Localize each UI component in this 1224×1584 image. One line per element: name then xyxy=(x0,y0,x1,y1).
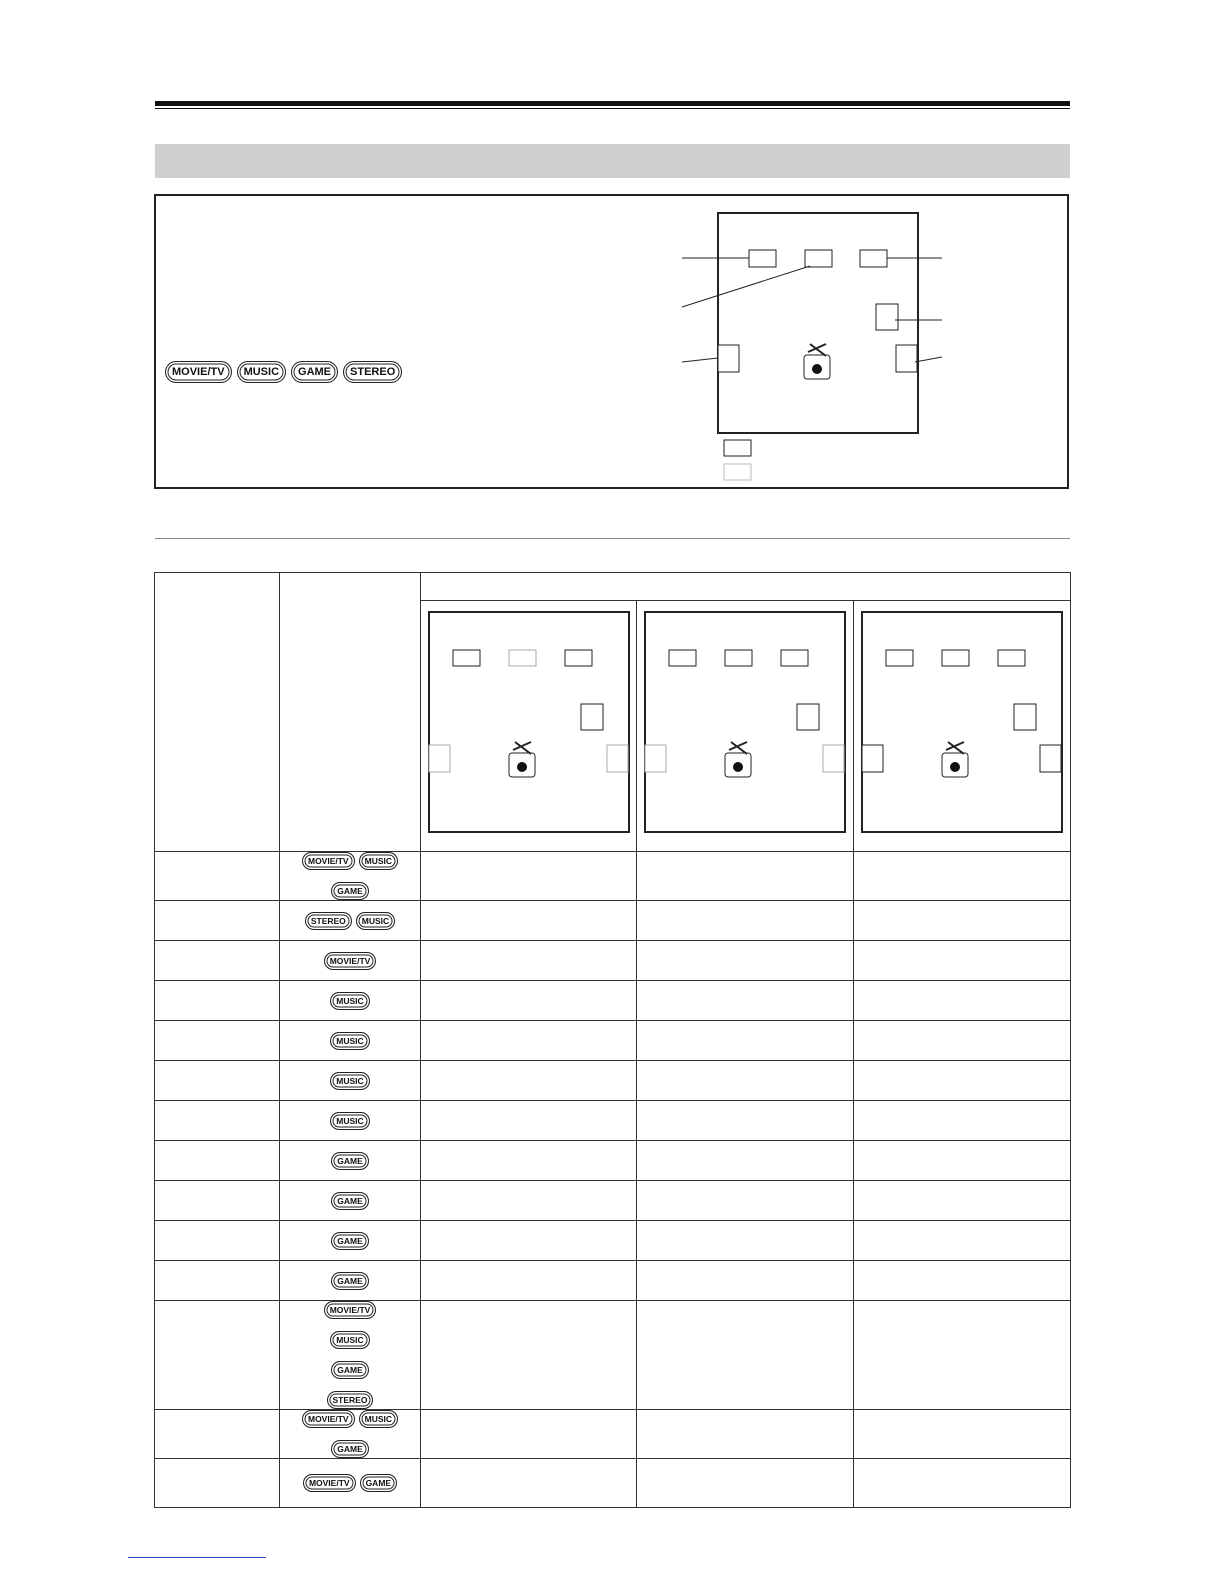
speaker-config-diagram-2 xyxy=(637,601,854,846)
mode-button-cell xyxy=(280,901,421,941)
table-row xyxy=(155,1301,1071,1410)
speaker-config-diagram-1 xyxy=(421,601,637,846)
speaker-config-cell xyxy=(854,1141,1071,1181)
speaker-config-cell xyxy=(421,1021,637,1061)
speaker-config-cell xyxy=(421,1101,637,1141)
table-row xyxy=(155,1181,1071,1221)
mode-name-cell xyxy=(155,1261,280,1301)
speaker-config-cell xyxy=(854,1221,1071,1261)
speaker-config-cell xyxy=(421,1061,637,1101)
speaker-config-cell xyxy=(637,1141,854,1181)
speaker-config-cell-2 xyxy=(637,601,854,852)
speaker-config-cell xyxy=(421,1459,637,1508)
table-row xyxy=(155,1261,1071,1301)
speaker-config-cell xyxy=(854,941,1071,981)
music-button[interactable]: MUSIC xyxy=(359,852,398,870)
table-row xyxy=(155,1061,1071,1101)
speaker-config-cell xyxy=(637,901,854,941)
music-button[interactable]: MUSIC xyxy=(359,1410,398,1428)
table-row xyxy=(155,852,1071,901)
speaker-config-cell xyxy=(854,1410,1071,1459)
movie-tv-button[interactable]: MOVIE/TV xyxy=(303,1474,356,1492)
speaker-config-cell xyxy=(421,901,637,941)
speaker-config-cell xyxy=(637,1181,854,1221)
music-button[interactable]: MUSIC xyxy=(330,1331,369,1349)
game-button[interactable]: GAME xyxy=(360,1474,398,1492)
legend-active-swatch xyxy=(724,440,751,456)
speaker-config-cell xyxy=(421,1221,637,1261)
speaker-config-cell xyxy=(421,941,637,981)
mode-name-cell xyxy=(155,1141,280,1181)
speaker-config-cell xyxy=(421,1261,637,1301)
mode-name-cell xyxy=(155,852,280,901)
mode-button-cell xyxy=(280,1459,421,1508)
speaker-config-cell xyxy=(421,852,637,901)
footer-link-line xyxy=(128,1557,266,1558)
table-row xyxy=(155,901,1071,941)
mode-button-cell xyxy=(280,1410,421,1459)
callout-surround-right xyxy=(915,357,942,362)
speaker-config-cell xyxy=(637,1410,854,1459)
speaker-config-cell xyxy=(637,1021,854,1061)
game-button[interactable]: GAME xyxy=(331,1232,369,1250)
game-button[interactable]: GAME xyxy=(331,1192,369,1210)
mode-rows xyxy=(155,852,1071,1508)
table-row xyxy=(155,1141,1071,1181)
mode-name-cell xyxy=(155,981,280,1021)
mode-name-cell xyxy=(155,1021,280,1061)
speaker-config-cell xyxy=(854,1061,1071,1101)
movie-tv-button[interactable]: MOVIE/TV xyxy=(324,952,377,970)
speaker-config-cell xyxy=(421,1301,637,1410)
music-button[interactable]: MUSIC xyxy=(237,361,286,383)
mode-button-cell xyxy=(280,1181,421,1221)
stereo-button[interactable]: STEREO xyxy=(305,912,352,930)
movie-tv-button[interactable]: MOVIE/TV xyxy=(302,1410,355,1428)
speaker-config-cell-1 xyxy=(421,601,637,852)
mode-button-cell xyxy=(280,1021,421,1061)
speaker-config-cell xyxy=(637,852,854,901)
table-row xyxy=(155,1021,1071,1061)
mode-name-cell xyxy=(155,1101,280,1141)
header-button xyxy=(280,573,421,852)
game-button[interactable]: GAME xyxy=(331,882,369,900)
speaker-config-cell xyxy=(421,981,637,1021)
movie-tv-button[interactable]: MOVIE/TV xyxy=(165,361,232,383)
music-button[interactable]: MUSIC xyxy=(330,1112,369,1130)
table-row xyxy=(155,981,1071,1021)
speaker-config-cell xyxy=(854,1459,1071,1508)
game-button[interactable]: GAME xyxy=(331,1272,369,1290)
table-row xyxy=(155,941,1071,981)
speaker-config-cell xyxy=(854,1181,1071,1221)
game-button[interactable]: GAME xyxy=(331,1152,369,1170)
callout-surround-left xyxy=(682,358,718,362)
subwoofer xyxy=(876,304,898,330)
music-button[interactable]: MUSIC xyxy=(330,992,369,1010)
speaker-config-diagram-3 xyxy=(854,601,1071,846)
table-row xyxy=(155,1101,1071,1141)
game-button[interactable]: GAME xyxy=(291,361,338,383)
movie-tv-button[interactable]: MOVIE/TV xyxy=(302,852,355,870)
speaker-config-cell xyxy=(637,1459,854,1508)
speaker-config-cell xyxy=(854,1101,1071,1141)
speaker-layout-diagram xyxy=(0,0,1224,500)
speaker-config-cell xyxy=(637,981,854,1021)
speaker-config-cell xyxy=(421,1410,637,1459)
mode-name-cell xyxy=(155,1061,280,1101)
center-speaker xyxy=(805,250,832,267)
legend-inactive-swatch xyxy=(724,464,751,480)
speaker-config-cell xyxy=(637,1301,854,1410)
mode-button-cell xyxy=(280,981,421,1021)
mode-button-cell xyxy=(280,1261,421,1301)
listener-icon xyxy=(804,344,830,379)
mode-button-cell xyxy=(280,1221,421,1261)
callout-center xyxy=(682,266,810,307)
speaker-config-cell xyxy=(854,1301,1071,1410)
mode-button-cell xyxy=(280,1061,421,1101)
speaker-config-cell xyxy=(854,852,1071,901)
speaker-config-cell xyxy=(854,901,1071,941)
front-right-speaker xyxy=(860,250,887,267)
movie-tv-button[interactable]: MOVIE/TV xyxy=(324,1301,377,1319)
speaker-config-cell-3 xyxy=(854,601,1071,852)
speaker-config-cell xyxy=(421,1141,637,1181)
speaker-config-cell xyxy=(637,1061,854,1101)
stereo-button[interactable]: STEREO xyxy=(327,1391,374,1409)
header-speaker-config xyxy=(421,573,1071,601)
listening-mode-table xyxy=(154,572,1071,1508)
mode-button-cell xyxy=(280,852,421,901)
mode-name-cell xyxy=(155,1459,280,1508)
mode-name-cell xyxy=(155,1301,280,1410)
surround-left-speaker xyxy=(718,345,739,372)
table-row xyxy=(155,1221,1071,1261)
table-row xyxy=(155,1410,1071,1459)
stereo-button[interactable]: STEREO xyxy=(343,361,402,383)
mode-button-cell xyxy=(280,1301,421,1410)
mode-name-cell xyxy=(155,901,280,941)
speaker-config-cell xyxy=(854,981,1071,1021)
game-button[interactable]: GAME xyxy=(331,1361,369,1379)
speaker-config-cell xyxy=(637,1261,854,1301)
header-mode-name xyxy=(155,573,280,852)
mode-name-cell xyxy=(155,1221,280,1261)
speaker-config-cell xyxy=(421,1181,637,1221)
speaker-config-cell xyxy=(637,1101,854,1141)
table-row xyxy=(155,1459,1071,1508)
surround-right-speaker xyxy=(896,345,917,372)
front-left-speaker xyxy=(749,250,776,267)
speaker-config-cell xyxy=(854,1021,1071,1061)
mode-button-cell xyxy=(280,1141,421,1181)
speaker-config-cell xyxy=(637,1221,854,1261)
speaker-config-cell xyxy=(854,1261,1071,1301)
speaker-config-cell xyxy=(637,941,854,981)
mode-name-cell xyxy=(155,1181,280,1221)
game-button[interactable]: GAME xyxy=(331,1440,369,1458)
music-button[interactable]: MUSIC xyxy=(356,912,395,930)
mode-button-cell xyxy=(280,941,421,981)
section-divider xyxy=(155,538,1070,539)
music-button[interactable]: MUSIC xyxy=(330,1072,369,1090)
music-button[interactable]: MUSIC xyxy=(330,1032,369,1050)
mode-button-cell xyxy=(280,1101,421,1141)
mode-name-cell xyxy=(155,941,280,981)
mode-name-cell xyxy=(155,1410,280,1459)
